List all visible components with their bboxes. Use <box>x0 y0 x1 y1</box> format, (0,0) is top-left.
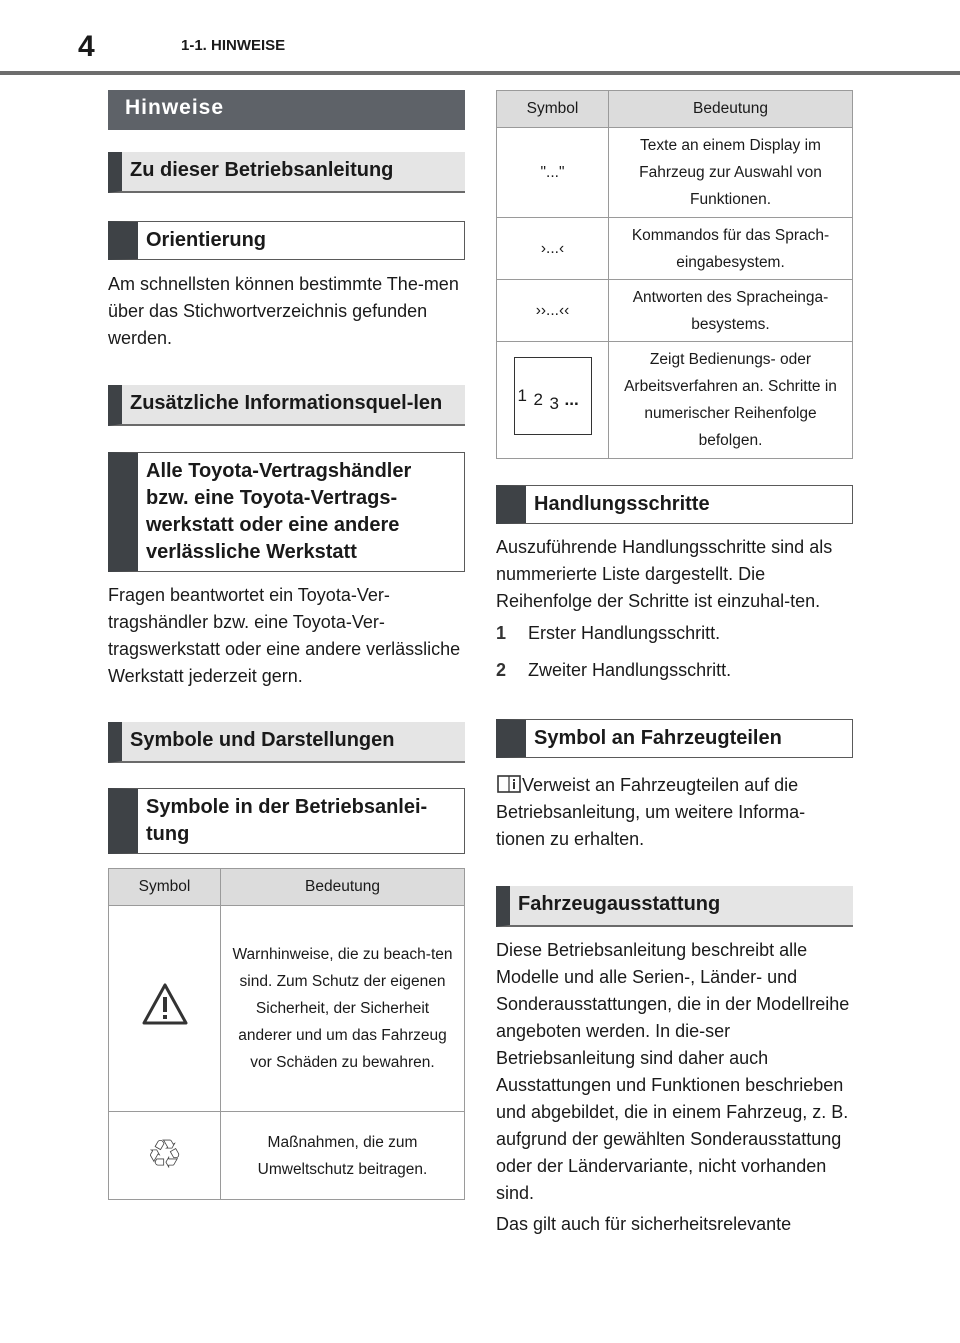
column-header-meaning: Bedeutung <box>221 869 465 906</box>
meaning-cell: Kommandos für das Sprach-eingabesystem. <box>609 218 853 280</box>
table-header-row <box>109 869 465 906</box>
list-item <box>496 657 853 684</box>
step-text: Zweiter Handlungsschritt. <box>528 660 732 680</box>
orientation-text: Am schnellsten können bestimmte The-men über das Stichwortverzeichnis gefunden werden. <box>108 274 459 348</box>
subheading-vehicle-symbol: Symbol an Fahrzeugteilen <box>496 719 853 758</box>
table-row <box>497 342 853 459</box>
steps-text: Auszuführende Handlungsschritte sind als nummerierte Liste dargestellt. Die Reihenfolge der Schritte ist einzuhal-ten. <box>496 537 833 611</box>
equipment-text-continued: Das gilt auch für sicherheitsrelevante <box>496 1214 792 1234</box>
section-heading-equipment: Fahrzeugausstattung <box>496 886 853 927</box>
left-column <box>108 90 465 1200</box>
manual-book-icon <box>496 774 522 794</box>
equipment-text: Diese Betriebsanleitung beschreibt alle Modelle und alle Serien-, Länder- und Sonderausstattungen, die in der Modellreihe angeboten werden. In die-ser Betriebsanleitung sind daher auch Ausstattungen und Funktionen beschrieben und abgebildet, die in einem Fahrzeug, z. B. aufgrund der gewählten Sonderausstattung oder der Ländervariante, nicht vorhanden sind. <box>496 940 850 1203</box>
symbol-cell: "..." <box>497 128 609 218</box>
meaning-cell: Maßnahmen, die zum Umweltschutz beitragen. <box>221 1112 465 1200</box>
symbol-cell <box>497 342 609 459</box>
digit-ellipsis: ... <box>564 389 579 409</box>
table-row <box>497 128 853 218</box>
recycle-icon: ♲ <box>146 1132 183 1177</box>
meaning-cell: Texte an einem Display im Fahrzeug zur Auswahl von Funktionen. <box>609 128 853 218</box>
subheading-orientation: Orientierung <box>108 221 465 260</box>
meaning-cell: Warnhinweise, die zu beach-ten sind. Zum Schutz der eigenen Sicherheit, der Sicherheit anderer und um das Fahrzeug vor Schäden zu bewahren. <box>221 906 465 1112</box>
table-row <box>109 1112 465 1200</box>
meaning-cell: Antworten des Spracheinga-besystems. <box>609 280 853 342</box>
vehicle-symbol-text <box>496 772 853 853</box>
section-heading-symbols: Symbole und Darstellungen <box>108 722 465 763</box>
subheading-steps: Handlungsschritte <box>496 485 853 524</box>
section-heading-about: Zu dieser Betriebsanleitung <box>108 152 465 193</box>
digit-2: 2 <box>533 389 543 409</box>
section-heading-info: Zusätzliche Informationsquel-len <box>108 385 465 426</box>
right-column <box>496 90 853 1238</box>
table-row <box>109 906 465 1112</box>
symbol-table-right <box>496 90 853 459</box>
dealer-text: Fragen beantwortet ein Toyota-Ver-tragshändler bzw. eine Toyota-Ver-tragswerkstatt oder eine andere verlässliche Werkstatt jederzeit gern. <box>108 585 461 686</box>
vehicle-symbol-description: Verweist an Fahrzeugteilen auf die Betriebsanleitung, um weitere Informa-tionen zu erhalten. <box>496 775 806 849</box>
symbol-cell: ››...‹‹ <box>497 280 609 342</box>
meaning-cell: Zeigt Bedienungs- oder Arbeitsverfahren an. Schritte in numerischer Reihenfolge befolgen. <box>609 342 853 459</box>
subheading-manual-symbols: Symbole in der Betriebsanlei-tung <box>108 788 465 854</box>
numbered-steps-icon <box>514 357 592 435</box>
symbol-cell: ›...‹ <box>497 218 609 280</box>
symbol-cell <box>109 1112 221 1200</box>
symbol-cell <box>109 906 221 1112</box>
table-row <box>497 218 853 280</box>
subheading-dealer: Alle Toyota-Vertragshändler bzw. eine Toyota-Vertrags-werkstatt oder eine andere verlässliche Werkstatt <box>108 452 465 572</box>
step-text: Erster Handlungsschritt. <box>528 623 721 643</box>
digit-3: 3 <box>549 393 559 413</box>
digit-1: 1 <box>517 385 527 405</box>
column-header-symbol: Symbol <box>109 869 221 906</box>
symbol-table-left <box>108 868 465 1200</box>
step-number: 2 <box>496 660 507 680</box>
column-header-meaning: Bedeutung <box>609 91 853 128</box>
header-divider <box>0 71 960 75</box>
step-number: 1 <box>496 623 507 643</box>
warning-triangle-icon <box>141 982 189 1026</box>
page-number: 4 <box>78 30 95 63</box>
table-header-row <box>497 91 853 128</box>
main-heading: Hinweise <box>108 90 465 130</box>
chapter-title: 1-1. HINWEISE <box>181 37 286 54</box>
table-row <box>497 280 853 342</box>
column-header-symbol: Symbol <box>497 91 609 128</box>
list-item <box>496 620 853 647</box>
